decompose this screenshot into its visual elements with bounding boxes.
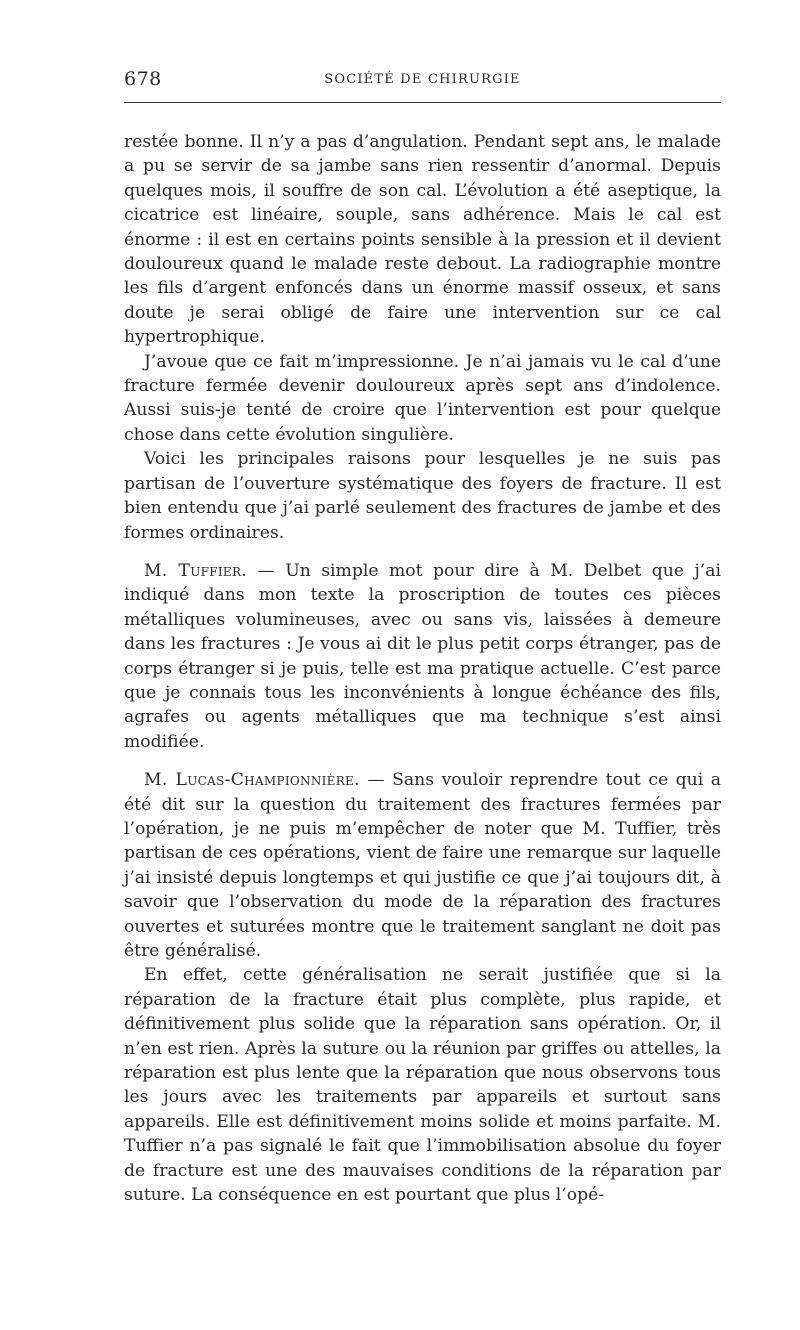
page-number: 678 <box>124 68 162 90</box>
paragraph: En effet, cette généralisation ne serait justifiée que si la réparation de la fracture était plus complète, plus rapide, et définitivement plus solide que la réparation sans opération. Or, il n’en est rien. Après la suture ou la réunion par griffes ou attelles, la réparation est plus lente que la réparation que nous observons tous les jours avec les traitements par appareils et surtout sans appareils. Elle est définitivement moins solide et moins parfaite. M. Tuffier n’a pas signalé le fait que l’immobilisation absolue du foyer de fracture est une des mauvaises conditions de la réparation par suture. La conséquence en est pourtant que plus l’opé- <box>124 965 721 1206</box>
speech-text: — Sans vouloir reprendre tout ce qui a été dit sur la question du traitement des fractures fermées par l’opération, je ne puis m’empêcher de noter que M. Tuffier, très partisan de ces opérations, vient de faire une remarque sur laquelle j’ai insisté depuis longtemps et qui justifie ce que j’ai toujours dit, à savoir que l’observation du mode de la réparation des fractures ouvertes et suturées montre que le traitement sanglant ne doit pas être généralisé. <box>124 770 722 961</box>
paragraph: Voici les principales raisons pour lesquelles je ne suis pas partisan de l’ouverture systématique des foyers de fracture. Il est bien entendu que j’ai parlé seulement des fractures de jambe et des formes ordinaires. <box>124 449 721 543</box>
running-title: SOCIÉTÉ DE CHIRURGIE <box>324 72 521 87</box>
body-text <box>124 130 721 1207</box>
speech-tuffier <box>124 559 721 754</box>
header-rule <box>124 102 721 103</box>
book-page <box>124 68 721 1207</box>
speaker-name: M. Tuffier. <box>144 560 248 581</box>
paragraph: J’avoue que ce fait m’impressionne. Je n’ai jamais vu le cal d’une fracture fermée devenir douloureux après sept ans d’indolence. Aussi suis-je tenté de croire que l’intervention est pour quelque chose dans cette évolution singulière. <box>124 351 721 445</box>
page-header <box>124 68 721 102</box>
paragraph-continued: restée bonne. Il n’y a pas d’angulation. Pendant sept ans, le malade a pu se servir de sa jambe sans rien ressentir d’anormal. Depuis quelques mois, il souffre de son cal. L’évolution a été aseptique, la cicatrice est linéaire, souple, sans adhérence. Mais le cal est énorme : il est en certains points sensible à la pression et il devient douloureux quand le malade reste debout. La radiographie montre les fils d’argent enfoncés dans un énorme massif osseux, et sans doute je serai obligé de faire une intervention sur ce cal hypertrophique. <box>124 132 721 348</box>
speaker-name: M. Lucas-Championnière. <box>144 770 360 791</box>
speech-lucas-championniere <box>124 768 721 963</box>
speech-text: — Un simple mot pour dire à M. Delbet que j’ai indiqué dans mon texte la proscription de toutes ces pièces métalliques volumineuses, avec ou sans vis, laissées à demeure dans les fractures : Je vous ai dit le plus petit corps étranger, pas de corps étranger si je puis, telle est ma pratique actuelle. C’est parce que je connais tous les inconvénients à longue échéance des fils, agrafes ou agents métalliques que ma technique s’est ainsi modifiée. <box>124 560 721 752</box>
